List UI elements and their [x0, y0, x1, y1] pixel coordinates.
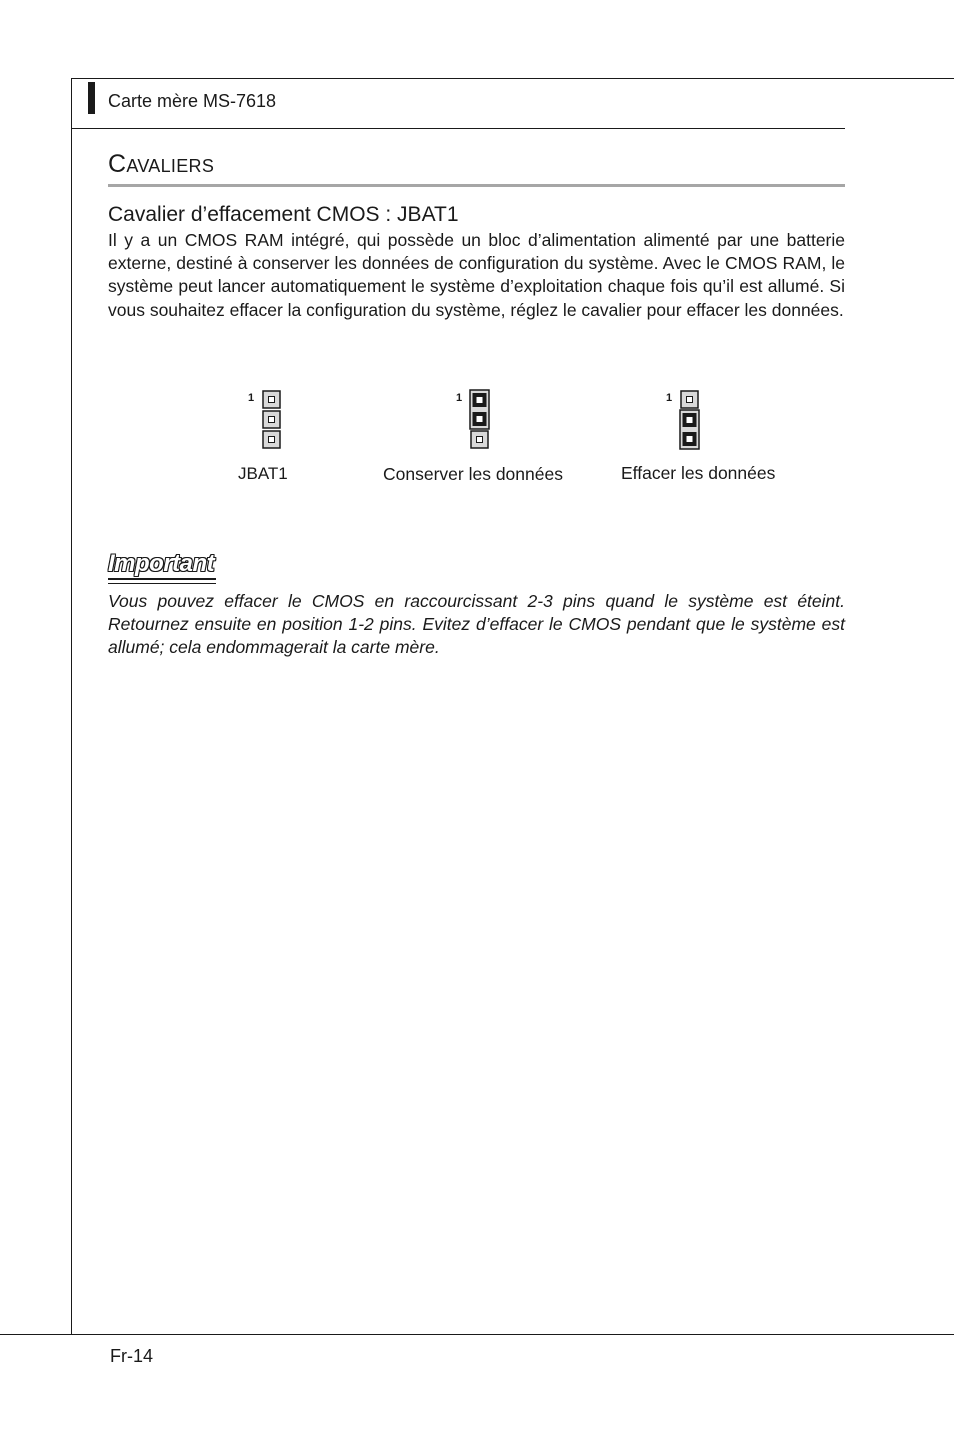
- body-paragraph: Il y a un CMOS RAM intégré, qui possède un bloc d’alimentation alimenté par une batterie externe, destiné à conserver les données de configuration du système. Avec le CMOS RAM, le système peut lancer automatiquement le système d’exploitation chaque fois qu’il est allumé. Si vous souhaitez effacer la configuration du système, réglez le cavalier pour effacer les données.: [108, 230, 845, 320]
- important-label: Important: [108, 550, 215, 577]
- jumper-diagrams: [230, 382, 730, 457]
- pin-one-label: 1: [248, 392, 255, 404]
- subsection-title: Cavalier d’effacement CMOS : JBAT1: [108, 203, 459, 226]
- important-underline-thin: [108, 583, 216, 584]
- clear-data-jumper-diagram: [666, 391, 699, 449]
- bottom-border-line: [0, 1334, 954, 1335]
- pin-one-label: 1: [456, 392, 463, 404]
- page-number: Fr-14: [110, 1346, 154, 1366]
- pin-one-label: 1: [666, 392, 673, 404]
- section-rule: [108, 184, 845, 187]
- caption-keep-data: Conserver les données: [383, 464, 563, 484]
- header-title: Carte mère MS-7618: [108, 91, 277, 111]
- keep-data-jumper-diagram: [456, 390, 489, 448]
- section-title: Cavaliers: [108, 150, 215, 178]
- top-border-line: [71, 78, 954, 79]
- left-border-line: [71, 78, 72, 1335]
- important-underline: [108, 578, 216, 580]
- caption-clear-data: Effacer les données: [621, 463, 776, 483]
- header-marker: [88, 82, 95, 114]
- caption-jbat1: JBAT1: [238, 464, 288, 483]
- important-text: Vous pouvez effacer le CMOS en raccourcissant 2-3 pins quand le système est éteint. Retournez ensuite en position 1-2 pins. Evitez d’effacer le CMOS pendant que le système est allumé; cela endommagerait la carte mère.: [108, 591, 845, 658]
- header-divider: [71, 128, 845, 129]
- jbat1-jumper-diagram: [248, 391, 280, 448]
